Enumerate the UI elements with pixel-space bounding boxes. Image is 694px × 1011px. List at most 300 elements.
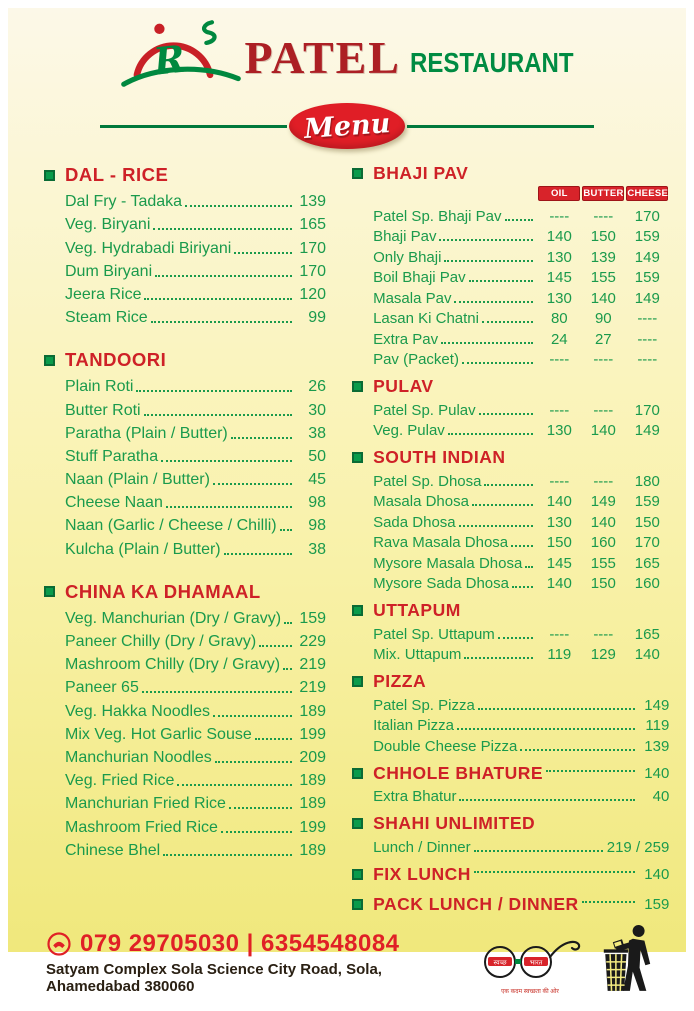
item-price: ---- (593, 401, 614, 419)
dotted-leader (582, 901, 636, 903)
item-price: 165 (299, 216, 327, 234)
item-name-wrap (373, 269, 537, 286)
menu-badge (289, 103, 405, 149)
menu-column-left (44, 162, 326, 923)
item-price: 140 (590, 422, 616, 439)
price-header-chip: BUTTER (583, 188, 624, 199)
item-name-wrap (373, 493, 537, 510)
menu-section (352, 599, 669, 663)
item-name: Bhaji Pav (373, 228, 437, 245)
item-name-wrap (373, 351, 537, 368)
item-price: 30 (308, 401, 327, 419)
item-name: Mashroom Chilly (Dry / Gravy) (65, 656, 281, 674)
svg-text:R: R (151, 36, 188, 84)
menu-section (352, 446, 669, 592)
item-price: 150 (590, 575, 616, 592)
item-name: Boil Bhaji Pav (373, 269, 466, 286)
section-items (352, 469, 669, 592)
dotted-leader (546, 770, 635, 772)
item-price: ---- (593, 472, 614, 490)
dotted-leader (234, 252, 292, 254)
dotted-leader (284, 622, 292, 624)
section-title: PACK LUNCH / DINNER (373, 893, 579, 914)
menu-item-row (65, 512, 326, 535)
menu-item-row (373, 734, 669, 755)
item-price: 24 (550, 330, 568, 348)
menu-item-row (373, 835, 669, 856)
menu-item-row (65, 721, 326, 744)
dotted-leader (511, 545, 533, 547)
item-name: Double Cheese Pizza (373, 737, 518, 755)
dotted-leader (280, 529, 292, 531)
menu-item-row (373, 398, 669, 419)
menu-section (44, 162, 326, 327)
menu-item-row (373, 643, 669, 664)
dotted-leader (454, 301, 533, 303)
section-items (352, 622, 669, 663)
item-price: 98 (308, 494, 327, 512)
item-name: Extra Pav (373, 330, 439, 348)
dotted-leader (462, 362, 533, 364)
item-name: Masala Pav (373, 289, 452, 307)
menu-item-row (373, 469, 669, 490)
phone-icon (46, 931, 72, 957)
item-name: Extra Bhatur (373, 788, 457, 805)
menu-item-row (373, 693, 669, 714)
menu-item-row (65, 304, 326, 327)
menu-section (44, 347, 326, 559)
menu-item-row (65, 258, 326, 281)
item-name: Only Bhaji (373, 248, 442, 266)
menu-section (352, 375, 669, 439)
contact-block (46, 930, 478, 995)
menu-section (352, 162, 669, 368)
item-price: 199 (299, 725, 327, 743)
item-name: Mysore Masala Dhosa (373, 554, 523, 572)
section-items (44, 373, 326, 559)
section-items (352, 785, 669, 806)
item-name: Lunch / Dinner (373, 838, 471, 856)
item-price: 229 (299, 633, 327, 650)
item-price: 38 (308, 540, 327, 558)
item-price: 45 (308, 471, 327, 489)
item-name: Plain Roti (65, 378, 134, 396)
section-items (352, 835, 669, 856)
section-title-price: 140 (644, 764, 670, 782)
section-bullet-icon (44, 586, 55, 597)
section-title: FIX LUNCH (373, 863, 471, 884)
dotted-leader (231, 437, 292, 439)
item-price: 159 (634, 228, 660, 245)
dotted-leader (469, 280, 534, 282)
dotted-leader (177, 784, 292, 786)
band-line-left (100, 125, 287, 128)
section-bullet-icon (352, 676, 363, 687)
swachh-caption: एक कदम स्वच्छता की ओर (501, 988, 559, 995)
item-price: 145 (546, 554, 572, 572)
item-price: 140 (590, 289, 616, 307)
brand-name: PATEL (244, 31, 401, 83)
item-price: 165 (634, 554, 660, 572)
item-name: Sada Dhosa (373, 513, 456, 531)
dotted-leader (474, 850, 603, 852)
dotted-leader (136, 390, 292, 392)
item-price: 150 (590, 228, 616, 245)
item-price: 155 (590, 554, 616, 572)
address: Satyam Complex Sola Science City Road, Sola, Ahamedabad 380060 (46, 960, 382, 995)
item-price: ---- (549, 401, 570, 419)
item-price: 199 (299, 818, 327, 836)
item-name: Mix. Uttapum (373, 646, 462, 663)
dotted-leader (255, 738, 292, 740)
menu-item-row (373, 225, 669, 246)
item-name-wrap (373, 331, 537, 348)
item-name: Dum Biryani (65, 262, 153, 280)
menu-section (352, 670, 669, 755)
item-price: 149 (590, 493, 616, 510)
item-name: Veg. Pulav (373, 422, 445, 439)
item-name-wrap (373, 422, 537, 439)
menu-item-row (65, 837, 326, 860)
item-name: Veg. Fried Rice (65, 772, 175, 790)
item-price: ---- (637, 351, 658, 368)
item-name-wrap (373, 249, 537, 266)
menu-section (352, 893, 669, 916)
item-price: 160 (634, 575, 660, 592)
footer-icons (478, 923, 656, 995)
item-name: Jeera Rice (65, 285, 142, 303)
dotted-leader (457, 728, 635, 730)
menu-item-row (65, 790, 326, 813)
item-name: Patel Sp. Uttapum (373, 625, 495, 643)
item-name-wrap (373, 473, 537, 490)
dotted-leader (439, 239, 533, 241)
item-price: ---- (593, 625, 614, 643)
footer (8, 923, 686, 1011)
item-price: 119 (547, 646, 572, 663)
menu-band (100, 100, 594, 152)
swachh-bharat-logo (478, 935, 582, 995)
price-header-chip: OIL (538, 186, 580, 201)
band-line-right (407, 125, 594, 128)
item-price: 189 (299, 841, 327, 859)
item-name: Naan (Plain / Butter) (65, 471, 210, 489)
dotted-leader (166, 506, 292, 508)
item-price: 139 (644, 737, 670, 755)
menu-item-row (373, 419, 669, 440)
menu-item-row (65, 697, 326, 720)
item-price: 140 (634, 646, 660, 663)
section-bullet-icon (352, 818, 363, 829)
item-price: 209 (299, 748, 327, 766)
item-price: ---- (637, 330, 658, 348)
item-name-wrap (373, 534, 537, 551)
menu-item-row (373, 204, 669, 225)
section-title-price: 140 (644, 865, 670, 883)
section-bullet-icon (352, 605, 363, 616)
section-items (352, 204, 669, 368)
section-title: SOUTH INDIAN (373, 447, 506, 467)
menu-item-row (373, 490, 669, 511)
menu-columns (8, 152, 686, 923)
item-price: 119 (645, 717, 670, 734)
dotted-leader (479, 413, 534, 415)
item-name: Veg. Hydrabadi Biriyani (65, 239, 232, 257)
dotted-leader (505, 219, 534, 221)
item-price: ---- (549, 207, 570, 225)
item-name: Veg. Biryani (65, 216, 151, 234)
dotted-leader (283, 668, 292, 670)
section-bullet-icon (352, 168, 363, 179)
item-price: 50 (308, 447, 327, 465)
section-title: PIZZA (373, 671, 427, 691)
item-price: 150 (546, 534, 572, 551)
item-name-wrap (373, 646, 537, 663)
price-header-chip: CHEESE (627, 188, 669, 199)
item-price: 189 (299, 795, 327, 813)
item-price: 155 (590, 269, 616, 286)
section-items (352, 398, 669, 439)
menu-item-row (373, 327, 669, 348)
item-price: 26 (308, 378, 327, 396)
menu-item-row (65, 674, 326, 697)
restaurant-logo-icon (120, 18, 242, 96)
section-heading (352, 812, 669, 835)
menu-section (352, 863, 669, 886)
item-price: 160 (590, 534, 616, 551)
item-price: 80 (550, 310, 568, 327)
menu-item-row (373, 510, 669, 531)
item-name: Pav (Packet) (373, 351, 459, 368)
section-bullet-icon (352, 899, 363, 910)
item-price: 219 (299, 679, 327, 697)
dotted-leader (459, 799, 635, 801)
item-name-wrap (373, 228, 537, 245)
dotted-leader (229, 807, 292, 809)
menu-item-row (65, 466, 326, 489)
item-name-wrap (373, 208, 537, 225)
menu-item-row (65, 651, 326, 674)
dotted-leader (153, 228, 292, 230)
item-price: 139 (590, 248, 616, 266)
item-price: 140 (590, 513, 616, 531)
dotted-leader (142, 691, 292, 693)
section-heading (44, 347, 326, 373)
section-title: UTTAPUM (373, 600, 461, 620)
menu-item-row (65, 489, 326, 512)
dotted-leader (213, 483, 292, 485)
item-name: Patel Sp. Dhosa (373, 472, 482, 490)
item-name: Mashroom Fried Rice (65, 818, 218, 836)
menu-column-right (352, 162, 669, 923)
item-price: 140 (546, 575, 572, 592)
item-price: ---- (593, 207, 614, 225)
item-name-wrap (373, 290, 537, 307)
menu-item-row (65, 744, 326, 767)
item-name: Chinese Bhel (65, 841, 161, 859)
section-heading (352, 863, 669, 886)
item-name: Stuff Paratha (65, 447, 159, 465)
item-price: 27 (594, 330, 612, 348)
item-name-wrap (373, 310, 537, 327)
item-name: Manchurian Noodles (65, 748, 212, 766)
brand-suffix: RESTAURANT (410, 47, 574, 79)
dotted-leader (444, 260, 533, 262)
dotted-leader (155, 275, 292, 277)
swachh-bharat-glasses-icon (478, 935, 582, 981)
menu-item-row (373, 785, 669, 806)
dotted-leader (512, 586, 533, 588)
menu-item-row (373, 307, 669, 328)
section-heading (352, 893, 669, 916)
item-name: Patel Sp. Bhaji Pav (373, 207, 502, 225)
brand-row (8, 18, 686, 96)
section-heading (352, 762, 669, 785)
section-bullet-icon (352, 768, 363, 779)
brand (244, 31, 573, 84)
menu-section (352, 812, 669, 856)
item-price: 165 (634, 625, 660, 643)
item-name: Veg. Manchurian (Dry / Gravy) (65, 609, 282, 627)
item-name: Rava Masala Dhosa (373, 534, 509, 551)
item-price: 219 / 259 (606, 838, 670, 856)
menu-item-row (65, 605, 326, 628)
item-price: 130 (546, 422, 572, 439)
item-price: 180 (634, 472, 660, 490)
menu-badge-label: Menu (302, 107, 392, 145)
section-title: SHAHI UNLIMITED (373, 813, 536, 833)
section-items (44, 605, 326, 860)
menu-item-row (65, 443, 326, 466)
section-bullet-icon (352, 452, 363, 463)
item-price: ---- (549, 351, 570, 368)
item-price: 159 (634, 493, 660, 510)
item-name: Paratha (Plain / Butter) (65, 424, 228, 442)
section-bullet-icon (352, 869, 363, 880)
item-price: 130 (546, 513, 572, 531)
menu-item-row (65, 234, 326, 257)
item-name: Butter Roti (65, 401, 141, 419)
section-title: TANDOORI (65, 349, 167, 371)
section-title: PULAV (373, 376, 434, 396)
item-name: Paneer Chilly (Dry / Gravy) (65, 633, 257, 650)
dotted-leader (474, 871, 635, 873)
section-heading (44, 579, 326, 605)
section-bullet-icon (44, 170, 55, 181)
dotted-leader (185, 205, 292, 207)
menu-item-row (373, 531, 669, 552)
dotted-leader (144, 414, 292, 416)
menu-item-row (65, 628, 326, 651)
price-header-row (352, 185, 669, 202)
item-name: Steam Rice (65, 309, 148, 327)
item-name-wrap (373, 626, 537, 643)
dotted-leader (163, 854, 292, 856)
item-name: Paneer 65 (65, 679, 139, 697)
swachh-right-lens-text: भारत (529, 959, 543, 966)
item-price: 98 (308, 517, 327, 535)
menu-item-row (65, 767, 326, 790)
phone-numbers: 079 29705030 | 6354548084 (80, 929, 400, 957)
item-price: 170 (634, 207, 660, 225)
item-price: ---- (637, 310, 658, 327)
menu-item-row (65, 373, 326, 396)
item-price: 140 (546, 493, 572, 510)
item-price: ---- (593, 351, 614, 368)
dotted-leader (448, 433, 534, 435)
item-name: Italian Pizza (373, 717, 454, 734)
item-name: Masala Dhosa (373, 493, 469, 510)
item-name: Kulcha (Plain / Butter) (65, 540, 221, 558)
phone-row (46, 930, 478, 958)
item-price: 120 (299, 285, 327, 303)
item-price: 149 (634, 422, 660, 439)
menu-item-row (65, 188, 326, 211)
section-bullet-icon (352, 381, 363, 392)
menu-item-row (373, 266, 669, 287)
section-items (44, 188, 326, 327)
section-title-price: 159 (644, 895, 670, 913)
dotted-leader (213, 715, 292, 717)
section-heading (44, 162, 326, 188)
item-price: 130 (546, 289, 572, 307)
menu-item-row (373, 551, 669, 572)
menu-item-row (373, 348, 669, 369)
item-price: ---- (549, 625, 570, 643)
dotted-leader (221, 831, 292, 833)
item-name: Veg. Hakka Noodles (65, 702, 210, 720)
section-heading (352, 446, 669, 469)
item-price: 219 (299, 656, 327, 674)
item-name: Patel Sp. Pizza (373, 696, 475, 714)
dotted-leader (151, 321, 292, 323)
section-title: CHINA KA DHAMAAL (65, 580, 261, 602)
item-price: 40 (652, 788, 670, 805)
dotted-leader (482, 321, 533, 323)
item-price: 139 (299, 193, 327, 211)
item-name-wrap (373, 555, 537, 572)
dotted-leader (525, 566, 533, 568)
item-price: 170 (634, 401, 660, 419)
item-price: 149 (634, 248, 660, 266)
item-price: 140 (546, 228, 572, 245)
menu-item-row (373, 245, 669, 266)
item-price: 129 (590, 646, 616, 663)
item-price: 149 (634, 289, 660, 307)
item-price: 38 (308, 424, 327, 442)
dotted-leader (441, 342, 533, 344)
item-name: Dal Fry - Tadaka (65, 193, 183, 211)
item-price: 149 (644, 696, 670, 714)
item-price: 150 (634, 513, 660, 531)
swachh-left-lens-text: स्वच्छ (493, 959, 507, 966)
menu-item-row (65, 211, 326, 234)
item-price: ---- (549, 472, 570, 490)
menu-item-row (65, 281, 326, 304)
item-price: 159 (299, 609, 327, 627)
item-name: Mysore Sada Dhosa (373, 575, 509, 592)
dotted-leader (464, 657, 533, 659)
menu-item-row (65, 420, 326, 443)
item-price: 159 (634, 269, 660, 286)
item-name: Manchurian Fried Rice (65, 795, 226, 813)
dotted-leader (472, 504, 533, 506)
section-heading (352, 599, 669, 622)
section-heading (352, 670, 669, 693)
dotted-leader (459, 525, 534, 527)
item-name: Patel Sp. Pulav (373, 401, 476, 419)
item-name: Lasan Ki Chatni (373, 310, 479, 327)
